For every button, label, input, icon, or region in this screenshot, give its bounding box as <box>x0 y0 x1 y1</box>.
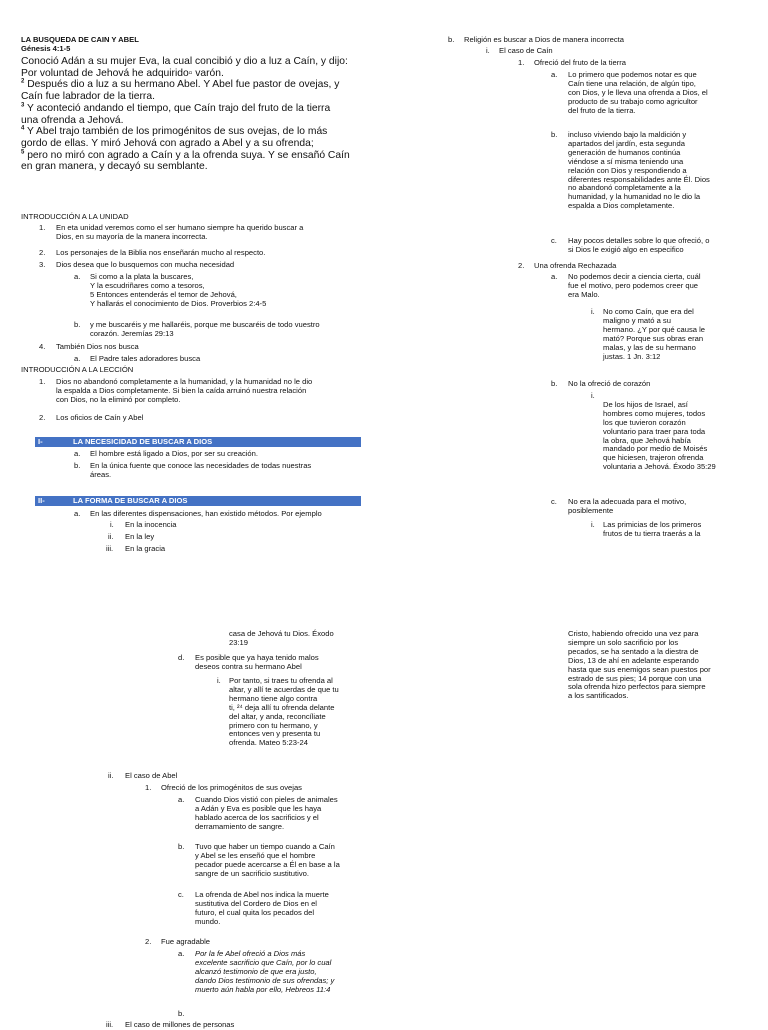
verse-number: 4 <box>21 125 25 132</box>
list-marker: a. <box>74 449 81 458</box>
list-item: Dios no abandonó completamente a la humanidad, y la humanidad no le dio la espalda a Dios completamente. Si bien la caída arruinó nuestra relación con Dios, no la eliminó por completo. <box>56 377 313 404</box>
verse-4: $^4$ Y Abel trajo también de los primogénitos de sus ovejas, de lo más gordo de ellas. Y miró Jehová con agrado a Abel y a su ofrenda; <box>21 125 328 149</box>
list-marker: 3. <box>39 260 46 269</box>
list-marker: b. <box>448 35 455 44</box>
list-item: El caso de Abel <box>125 771 178 780</box>
list-item: En la gracia <box>125 544 166 553</box>
verse-5: $^5$ pero no miró con agrado a Caín y a la ofrenda suya. Y se ensañó Caín en gran manera, y decayó su semblante. <box>21 149 350 173</box>
list-item: Fue agradable <box>161 937 210 946</box>
scripture-passage <box>21 56 366 173</box>
section-number: I- <box>38 437 43 446</box>
section-title: LA FORMA DE BUSCAR A DIOS <box>73 496 188 505</box>
list-marker: 1. <box>518 58 525 67</box>
list-marker: i. <box>486 46 490 55</box>
list-item: En la ley <box>125 532 155 541</box>
document-title: LA BUSQUEDA DE CAIN Y ABEL <box>21 35 139 44</box>
list-item: En la inocencia <box>125 520 177 529</box>
list-marker: ii. <box>108 771 114 780</box>
verse-number: 3 <box>21 102 25 109</box>
list-item: El Padre tales adoradores busca <box>90 354 201 363</box>
list-marker: b. <box>74 320 81 329</box>
list-marker: b. <box>178 842 185 851</box>
verse-1: Conoció Adán a su mujer Eva, la cual concibió y dio a luz a Caín, y dijo: Por voluntad de Jehová he adquirido▫ varón. <box>21 56 348 79</box>
list-marker: i. <box>217 676 221 685</box>
list-marker: a. <box>551 272 558 281</box>
list-item: Tuvo que haber un tiempo cuando a Caín y Abel se les enseñó que el hombre pecador puede acercarse a Él en base a la sangre de un sacrificio sustitutivo. <box>195 842 340 878</box>
list-marker: b. <box>551 379 558 388</box>
list-marker: iii. <box>106 544 114 553</box>
list-item: Lo primero que podemos notar es que Caín tiene una relación, de algún tipo, con Dios, y le lleva una ofrenda a Dios, el producto de su trabajo como agricultor del fruto de la tierra. <box>568 70 708 115</box>
list-marker: ii. <box>108 532 114 541</box>
list-item: En eta unidad veremos como el ser humano siempre ha querido buscar a Dios, en su mayoría de la manera incorrecta. <box>56 223 304 241</box>
list-item: También Dios nos busca <box>56 342 139 351</box>
list-marker: 2. <box>39 413 46 422</box>
list-item: Dios desea que lo busquemos con mucha necesidad <box>56 260 235 269</box>
list-item: Si como a la plata la buscares, Y la escudriñares como a tesoros, 5 Entonces entenderás el temor de Jehová, Y hallarás el conocimiento de Dios. Proverbios 2:4-5 <box>90 272 267 308</box>
list-marker: iii. <box>106 1020 114 1029</box>
list-item: Religión es buscar a Dios de manera incorrecta <box>464 35 624 44</box>
verse-2: $^2$ Después dio a luz a su hermano Abel. Y Abel fue pastor de ovejas, y Caín fue labrador de la tierra. <box>21 78 340 103</box>
list-marker: a. <box>551 70 558 79</box>
scripture-reference: Génesis 4:1-5 <box>21 44 71 53</box>
list-marker: i. <box>591 520 595 529</box>
list-item: Hay pocos detalles sobre lo que ofreció, o si Dios le exigió algo en especifico <box>568 236 710 254</box>
list-marker: b. <box>551 130 558 139</box>
list-marker: b. <box>74 461 81 470</box>
list-item: El caso de millones de personas <box>125 1020 235 1029</box>
list-item: y me buscaréis y me hallaréis, porque me buscaréis de todo vuestro corazón. Jeremías 29:13 <box>90 320 320 338</box>
page-2 <box>0 600 768 1029</box>
list-marker: i. <box>591 307 595 316</box>
list-marker: a. <box>74 354 81 363</box>
list-item: No era la adecuada para el motivo, posiblemente <box>568 497 687 515</box>
verse-number: 5 <box>21 149 25 156</box>
list-marker: a. <box>178 795 185 804</box>
list-item: De los hijos de Israel, así hombres como mujeres, todos los que tuvieron corazón voluntario para traer para toda la obra, que Jehová había mandado por medio de Moisés que hiciesen, trajeron ofrenda voluntaria a Jehová. Éxodo 35:29 <box>603 399 716 472</box>
list-item: Es posible que ya haya tenido malos deseos contra su hermano Abel <box>195 653 319 671</box>
list-marker: c. <box>551 236 557 245</box>
list-marker: c. <box>178 890 184 899</box>
section-number: II- <box>38 496 45 505</box>
list-item: casa de Jehová tu Dios. Éxodo 23:19 <box>229 629 334 647</box>
list-marker: a. <box>74 272 81 281</box>
list-marker: a. <box>178 949 185 958</box>
hebrews-quote: Cristo, habiendo ofrecido una vez para siempre un solo sacrificio por los pecados, se ha sentado a la diestra de Dios, 13 de ahí en adelante esperando hasta que sus enemigos sean puestos por estrado de sus pies; 14 porque con una sola ofrenda hizo perfectos para siempre a los santificados. <box>568 629 711 701</box>
list-item: Una ofrenda Rechazada <box>534 261 617 270</box>
verse-3: $^3$ Y aconteció andando el tiempo, que Caín trajo del fruto de la tierra una ofrenda a Jehová. <box>21 102 331 126</box>
list-item: En la única fuente que conoce las necesidades de todas nuestras áreas. <box>90 461 312 479</box>
list-marker: d. <box>178 653 185 662</box>
section-heading-forma <box>35 496 361 506</box>
section-heading-necesidad <box>35 437 361 447</box>
list-item: La ofrenda de Abel nos indica la muerte sustitutiva del Cordero de Dios en el futuro, el cual quita los pecados del mundo. <box>195 890 329 926</box>
list-item: Cuando Dios vistió con pieles de animales a Adán y Eva es posible que les haya hablado acerca de los sacrificios y el derramamiento de sangre. <box>195 795 338 831</box>
verse-number: 2 <box>21 78 25 85</box>
list-item: Ofreció de los primogénitos de sus ovejas <box>161 783 302 792</box>
list-marker: i. <box>110 520 114 529</box>
list-item: incluso viviendo bajo la maldición y apartados del jardín, esta segunda generación de humanos continúa viéndose a sí misma teniendo una relación con Dios y respondiendo a diferentes responsabilidades ante Él. Dios no abandonó completamente a la humanidad, y la humanidad no le dio la espalda a Dios completamente. <box>568 130 710 211</box>
list-marker: 2. <box>39 248 46 257</box>
intro-lesson-heading: INTRODUCCIÓN A LA LECCIÓN <box>21 365 134 374</box>
list-item: Los oficios de Caín y Abel <box>56 413 144 422</box>
list-marker: c. <box>551 497 557 506</box>
list-item: No como Caín, que era del maligno y mató a su hermano. ¿Y por qué causa le mató? Porque sus obras eran malas, y las de su hermano justas. 1 Jn. 3:12 <box>603 307 706 361</box>
list-item: No la ofreció de corazón <box>568 379 651 388</box>
intro-unit-heading: INTRODUCCIÓN A LA UNIDAD <box>21 212 129 221</box>
section-title: LA NECESICIDAD DE BUSCAR A DIOS <box>73 437 213 446</box>
list-item: Por tanto, si traes tu ofrenda al altar, y allí te acuerdas de que tu hermano tiene algo contra ti, ²⁴ deja allí tu ofrenda delante del altar, y anda, reconcíliate primero con tu hermano, y entonces ven y presenta tu ofrenda. Mateo 5:23-24 <box>229 676 339 748</box>
list-marker: b. <box>178 1009 185 1018</box>
list-item: El caso de Caín <box>499 46 553 55</box>
list-marker: 2. <box>145 937 152 946</box>
list-item: Por la fe Abel ofreció a Dios más excelente sacrificio que Caín, por lo cual alcanzó testimonio de que era justo, dando Dios testimonio de sus ofrendas; y muerto aún habla por ello, Hebreos 11:4 <box>195 949 335 994</box>
list-marker: 1. <box>39 377 46 386</box>
list-marker: 1. <box>39 223 46 232</box>
list-item: Los personajes de la Biblia nos enseñarán mucho al respecto. <box>56 248 266 257</box>
list-item: En las diferentes dispensaciones, han existido métodos. Por ejemplo <box>90 509 322 518</box>
list-marker: i. <box>591 391 595 400</box>
list-item: No podemos decir a ciencia cierta, cuál fue el motivo, pero podemos creer que era Malo. <box>568 272 701 299</box>
list-marker: 2. <box>518 261 525 270</box>
list-item: El hombre está ligado a Dios, por ser su creación. <box>90 449 258 458</box>
list-item: Las primicias de los primeros frutos de tu tierra traerás a la <box>603 520 702 538</box>
list-marker: 1. <box>145 783 152 792</box>
list-marker: a. <box>74 509 81 518</box>
list-item: Ofreció del fruto de la tierra <box>534 58 627 67</box>
list-marker: 4. <box>39 342 46 351</box>
